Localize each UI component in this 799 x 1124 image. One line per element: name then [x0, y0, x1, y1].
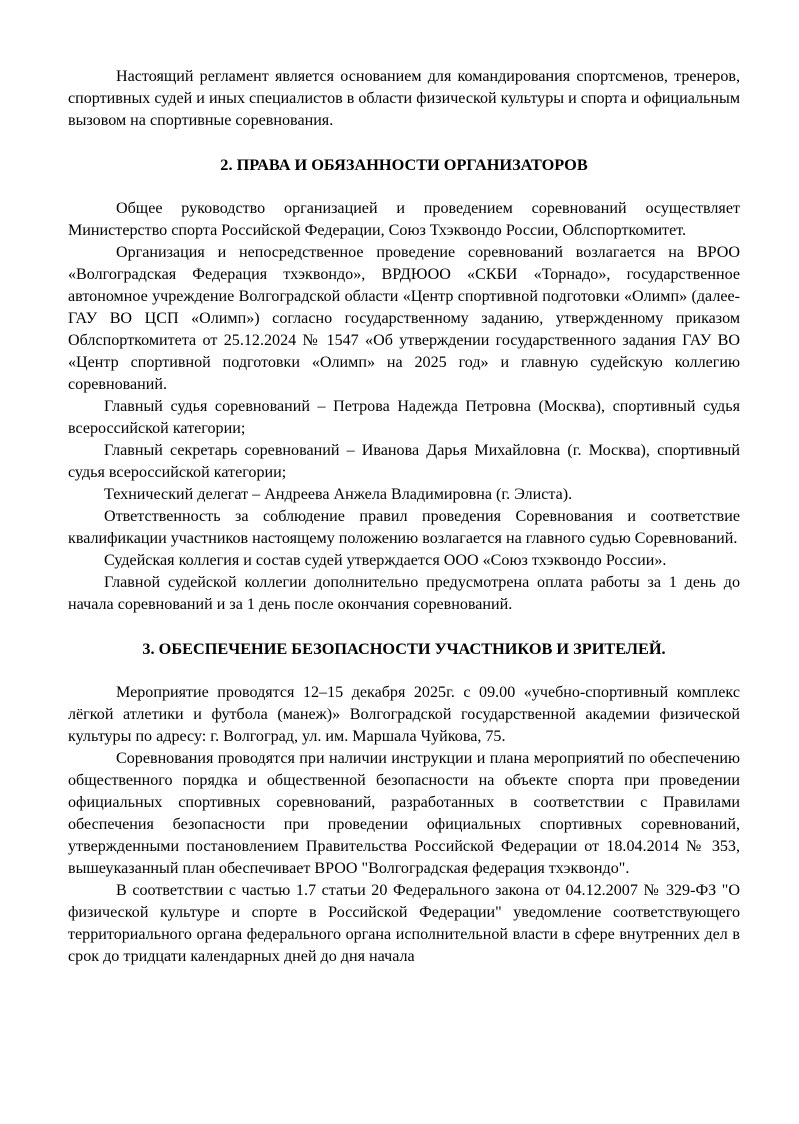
intro-paragraph: Настоящий регламент является основанием для командирования спортсменов, тренеров, спортивных судей и иных специалистов в области физической культуры и спорта и официальным вызовом на спортивные соревнования.	[68, 68, 740, 129]
section-2-judges-board: Судейская коллегия и состав судей утверждается ООО «Союз тхэквондо России».	[104, 552, 667, 569]
document-page	[68, 66, 740, 968]
section-2-responsibility: Ответственность за соблюдение правил проведения Соревнования и соответствие квалификации участников настоящему положению возлагается на главного судью Соревнований.	[68, 508, 740, 547]
section-3-paragraph-1: Мероприятие проводятся 12–15 декабря 2025г. с 09.00 «учебно-спортивный комплекс лёгкой атлетики и футбола (манеж)» Волгоградской государственной академии физической культуры по адресу: г. Волгоград, ул. им. Маршала Чуйкова, 75.	[68, 684, 740, 745]
section-2-paragraph-2: Организация и непосредственное проведение соревнований возлагается на ВРОО «Волгоградская Федерация тхэквондо», ВРДЮОО «СКБИ «Торнадо», государственное автономное учреждение Волгоградской области «Центр спортивной подготовки «Олимп» (далее-ГАУ ВО ЦСП «Олимп») согласно государственному заданию, утвержденному приказом Облспорткомитета от 25.12.2024 № 1547 «Об утверждении государственного задания ГАУ ВО «Центр спортивной подготовки «Олимп» на 2025 год» и главную судейскую коллегию соревнований.	[68, 244, 740, 393]
section-3-paragraph-3: В соответствии с частью 1.7 статьи 20 Федерального закона от 04.12.2007 № 329-ФЗ "О физической культуре и спорте в Российской Федерации" уведомление соответствующего территориального органа федерального органа исполнительной власти в сфере внутренних дел в срок до тридцати календарных дней до дня начала	[68, 882, 740, 965]
section-2-chief-secretary: Главный секретарь соревнований – Иванова Дарья Михайловна (г. Москва), спортивный судья всероссийской категории;	[68, 442, 740, 481]
section-2-payment: Главной судейской коллегии дополнительно предусмотрена оплата работы за 1 день до начала соревнований и за 1 день после окончания соревнований.	[68, 574, 740, 613]
section-2-paragraph-1: Общее руководство организацией и проведением соревнований осуществляет Министерство спорта Российской Федерации, Союз Тхэквондо России, Облспорткомитет.	[68, 200, 740, 239]
section-3-title: 3. ОБЕСПЕЧЕНИЕ БЕЗОПАСНОСТИ УЧАСТНИКОВ И ЗРИТЕЛЕЙ.	[142, 639, 666, 658]
section-3-paragraph-2: Соревнования проводятся при наличии инструкции и плана мероприятий по обеспечению общественного порядка и общественной безопасности на объекте спорта при проведении официальных спортивных соревнований, разработанных в соответствии с Правилами обеспечения безопасности при проведении официальных спортивных соревнований, утвержденными постановлением Правительства Российской Федерации от 18.04.2014 № 353, вышеуказанный план обеспечивает ВРОО "Волгоградская федерация тхэквондо".	[68, 750, 740, 877]
section-2-title: 2. ПРАВА И ОБЯЗАННОСТИ ОРГАНИЗАТОРОВ	[220, 155, 588, 174]
section-2-chief-judge: Главный судья соревнований – Петрова Надежда Петровна (Москва), спортивный судья всероссийской категории;	[68, 398, 740, 437]
section-2-technical-delegate: Технический делегат – Андреева Анжела Владимировна (г. Элиста).	[104, 486, 573, 503]
